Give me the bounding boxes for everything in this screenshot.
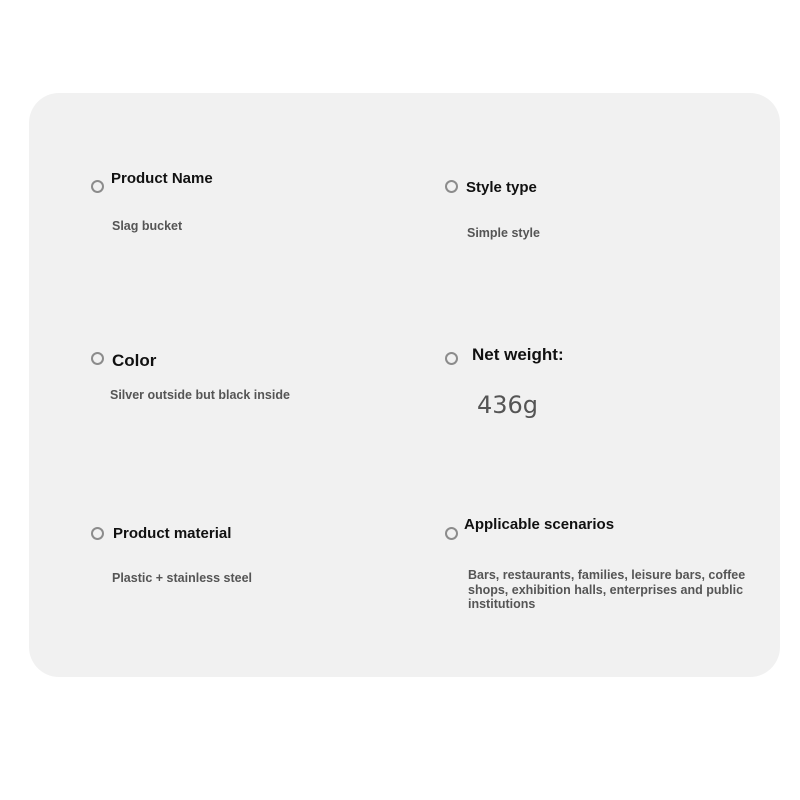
spec-label: Product material bbox=[113, 525, 232, 542]
spec-label: Product Name bbox=[111, 170, 213, 187]
spec-label: Color bbox=[112, 351, 157, 370]
circle-outline-icon bbox=[445, 527, 458, 540]
circle-outline-icon bbox=[445, 180, 458, 193]
spec-value: Slag bucket bbox=[112, 219, 183, 233]
circle-outline-icon bbox=[91, 527, 104, 540]
circle-outline-icon bbox=[91, 180, 104, 193]
spec-value: 436g bbox=[477, 391, 539, 419]
spec-label: Applicable scenarios bbox=[464, 516, 615, 533]
spec-value: Plastic + stainless steel bbox=[112, 571, 253, 585]
spec-value: Bars, restaurants, families, leisure bars, coffee shops, exhibition halls, enterprises and public institutions bbox=[468, 568, 746, 611]
circle-outline-icon bbox=[91, 352, 104, 365]
spec-label: Net weight: bbox=[472, 345, 564, 364]
circle-outline-icon bbox=[445, 352, 458, 365]
spec-value: Simple style bbox=[467, 226, 540, 240]
spec-value: Silver outside but black inside bbox=[110, 388, 290, 402]
spec-label: Style type bbox=[466, 179, 537, 196]
